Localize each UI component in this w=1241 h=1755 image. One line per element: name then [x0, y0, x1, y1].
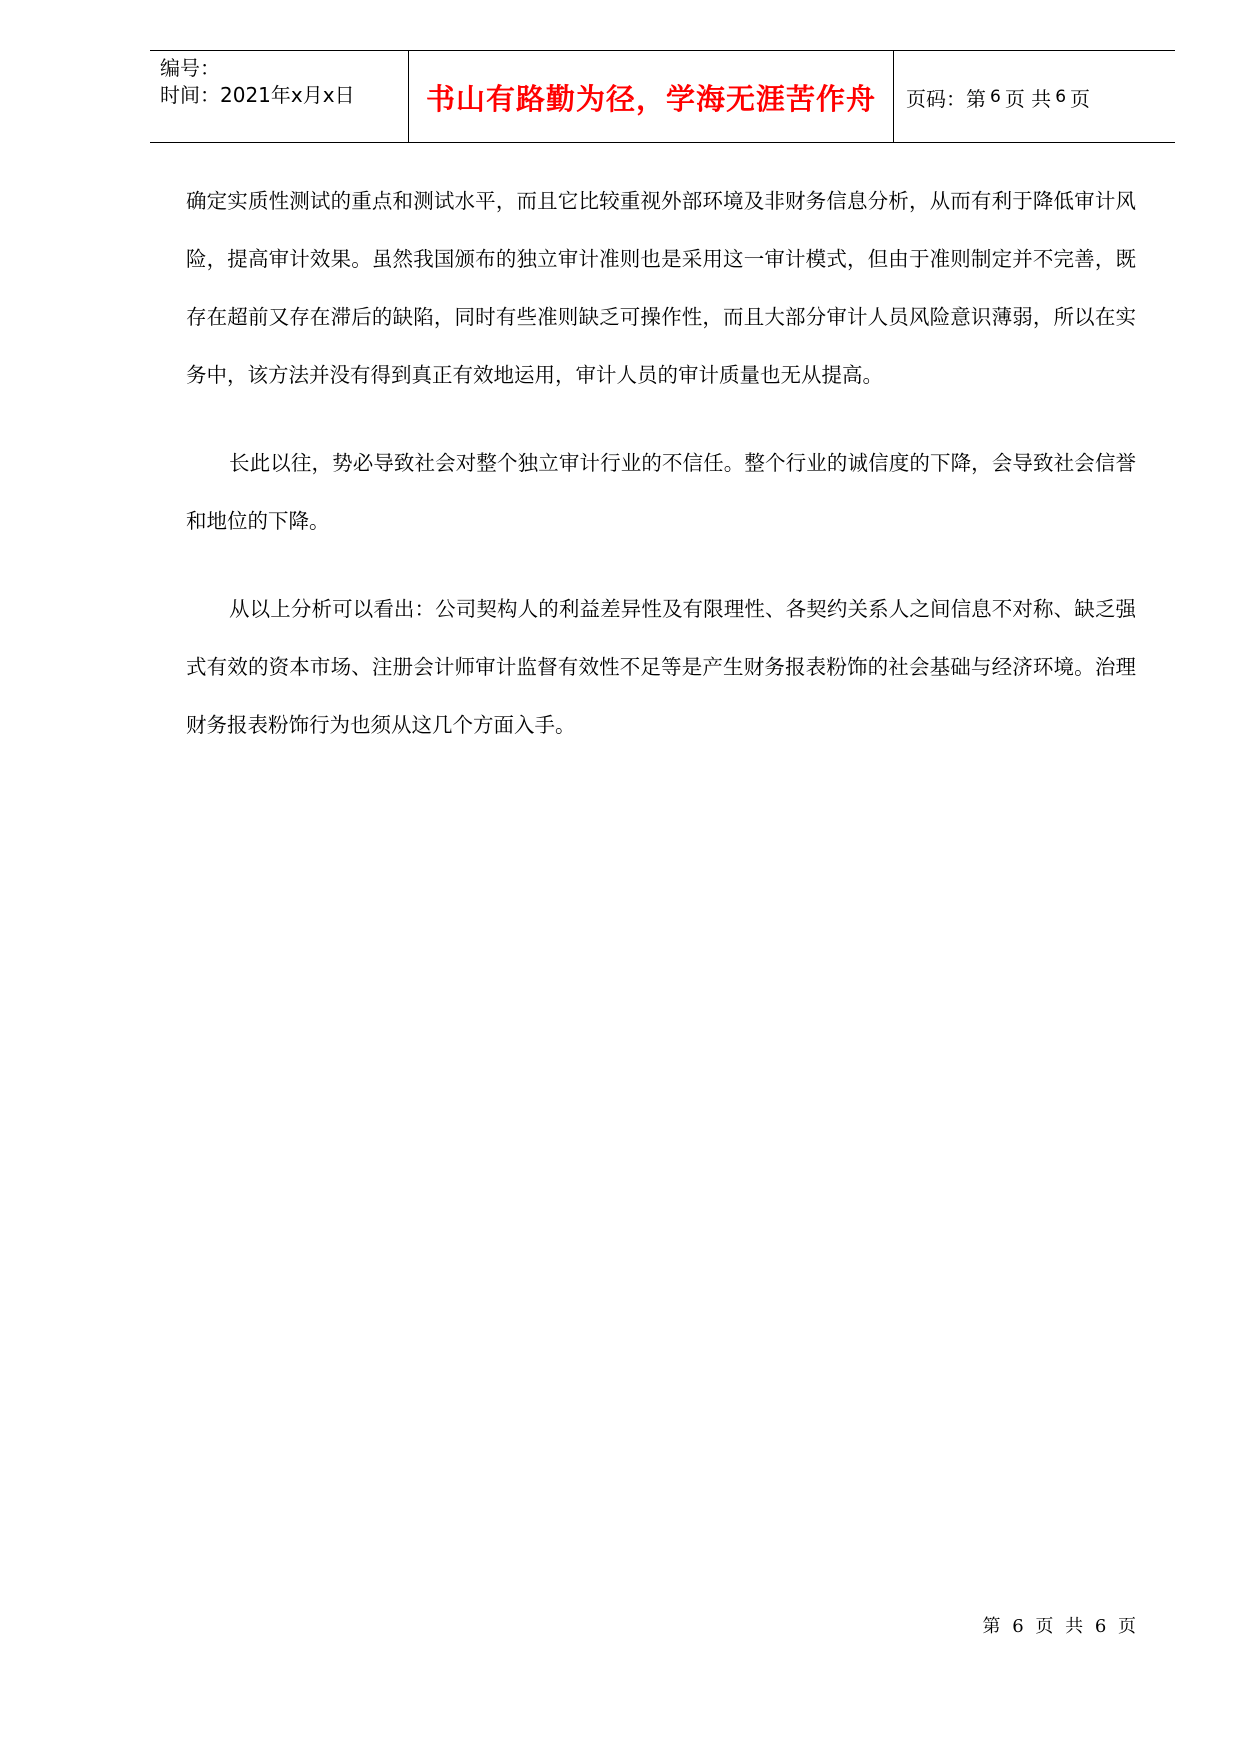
document-number-label: 编号：	[160, 56, 220, 80]
header-motto-cell	[409, 51, 894, 143]
body-text	[186, 172, 1136, 784]
document-time-label: 时间：2021年x月x日	[160, 83, 355, 107]
header-table	[150, 50, 1175, 143]
page-label-prefix: 页码：第	[906, 86, 986, 111]
page-current-number: 6	[990, 87, 1001, 107]
page-total-number: 6	[1055, 87, 1067, 107]
page-footer: 第 6 页 共 6 页	[982, 1616, 1136, 1637]
motto-text: 书山有路勤为径，学海无涯苦作舟	[425, 81, 876, 116]
header-page-cell	[894, 51, 1175, 143]
page-label-suffix: 页	[1070, 86, 1091, 111]
paragraph-2: 长此以往，势必导致社会对整个独立审计行业的不信任。整个行业的诚信度的下降，会导致社会信誉和地位的下降。	[186, 451, 1136, 533]
paragraph-3: 从以上分析可以看出：公司契构人的利益差异性及有限理性、各契约关系人之间信息不对称、缺乏强式有效的资本市场、注册会计师审计监督有效性不足等是产生财务报表粉饰的社会基础与经济环境。治理财务报表粉饰行为也须从这几个方面入手。	[186, 597, 1136, 737]
paragraph-1: 确定实质性测试的重点和测试水平，而且它比较重视外部环境及非财务信息分析，从而有利于降低审计风险，提高审计效果。虽然我国颁布的独立审计准则也是采用这一审计模式，但由于准则制定并不完善，既存在超前又存在滞后的缺陷，同时有些准则缺乏可操作性，而且大部分审计人员风险意识薄弱，所以在实务中，该方法并没有得到真正有效地运用，审计人员的审计质量也无从提高。	[186, 189, 1136, 387]
header-meta-cell	[150, 51, 409, 143]
page-label-mid: 页 共	[1004, 86, 1052, 111]
